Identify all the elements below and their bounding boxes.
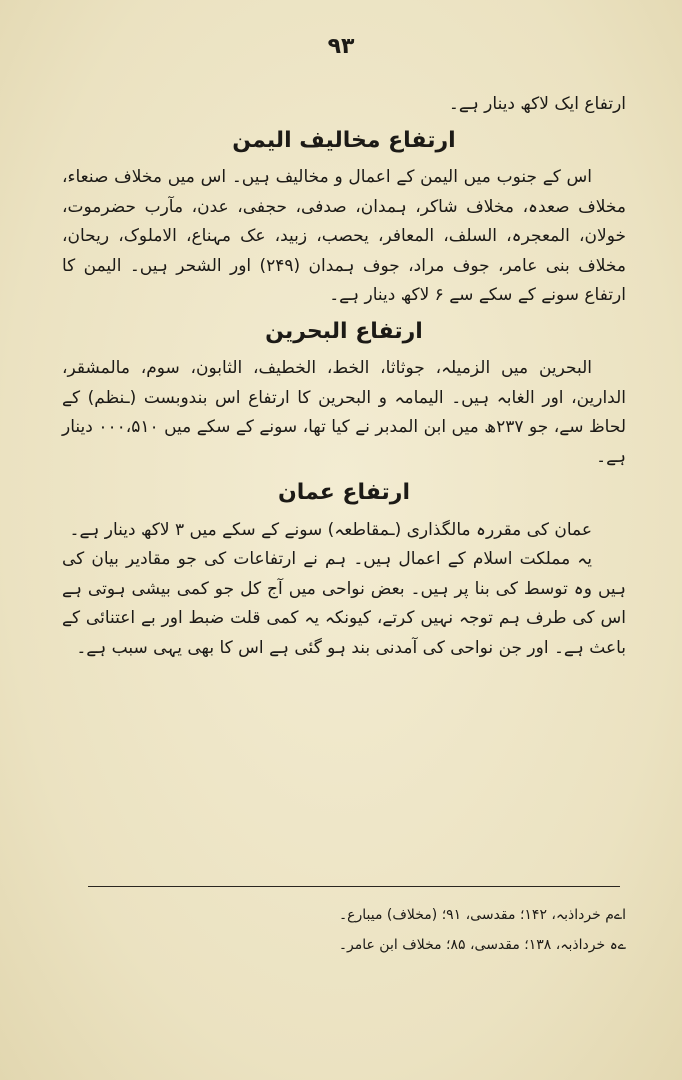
- section-heading-oman: ارتفاع عمان: [277, 480, 411, 505]
- page-number: ۹۳: [327, 34, 355, 59]
- footnote-1: اےم خرداذبہ، ۱۴۲؛ مقدسی، ۹۱؛ (مخلاف) میبارع۔: [338, 907, 626, 923]
- paragraph-bahrain: البحرین میں الزمیلہ، جوثاثا، الخط، الخطیف، الثابون، سوم، مالمشقر، الدارین، اور الغابہ ہیں۔ الیمامہ و البحرین کا ارتفاع اس بندوبست (ـنظم) کے لحاظ سے، جو ۲۳۷ھ میں ابن المدبر نے کیا تھا، سونے کے سکے میں ۰۰۰،۵۱۰ دینار ہے۔: [62, 358, 626, 467]
- footnote-divider: [88, 886, 620, 887]
- paragraph-conclusion: یہ مملکت اسلام کے اعمال ہیں۔ ہم نے ارتفاعات کی جو مقادیر بیان کی ہیں وہ توسط کی بنا پر ہیں۔ بعض نواحی میں آج کل جو کمی بیشی ہوتی ہے اس کی طرف ہم توجہ نہیں کرتے، کیونکہ یہ کمی قلت ضبط اور بے اعتنائی کے باعث ہے۔ اور جن نواحی کی آمدنی بند ہو گئی ہے اس کا بھی یہی سبب ہے۔: [62, 549, 626, 658]
- opening-line: ارتفاع ایک لاکھ دینار ہے۔: [448, 94, 626, 114]
- footnotes: [88, 900, 626, 960]
- paragraph-oman: عمان کی مقررہ مالگذاری (ـمقاطعہ) سونے کے سکے میں ۳ لاکھ دینار ہے۔: [69, 519, 592, 540]
- paragraph-yemen: اس کے جنوب میں الیمن کے اعمال و مخالیف ہیں۔ اس میں مخلاف صنعاء، مخلاف صعدہ، مخلاف شاکر، ہمدان، صدفی، حجفی، عدن، مآرب حضرموت، خولان، المعجرہ، السلف، المعافر، یحصب، زبید، عک مہناع، الاملوک، ریحان، مخلاف بنی عامر، جوف مراد، جوف ہمدان (۲۴۹) اور الشحر ہیں۔ الیمن کا ارتفاع سونے کے سکے سے ۶ لاکھ دینار ہے۔: [62, 167, 626, 305]
- section-heading-yemen: ارتفاع مخالیف الیمن: [232, 127, 456, 153]
- page-body: [62, 90, 626, 663]
- section-heading-bahrain: ارتفاع البحرین: [265, 318, 423, 344]
- footnote-2: ےہ خرداذبہ، ۱۳۸؛ مقدسی، ۸۵؛ مخلاف ابن عامر۔: [338, 937, 626, 953]
